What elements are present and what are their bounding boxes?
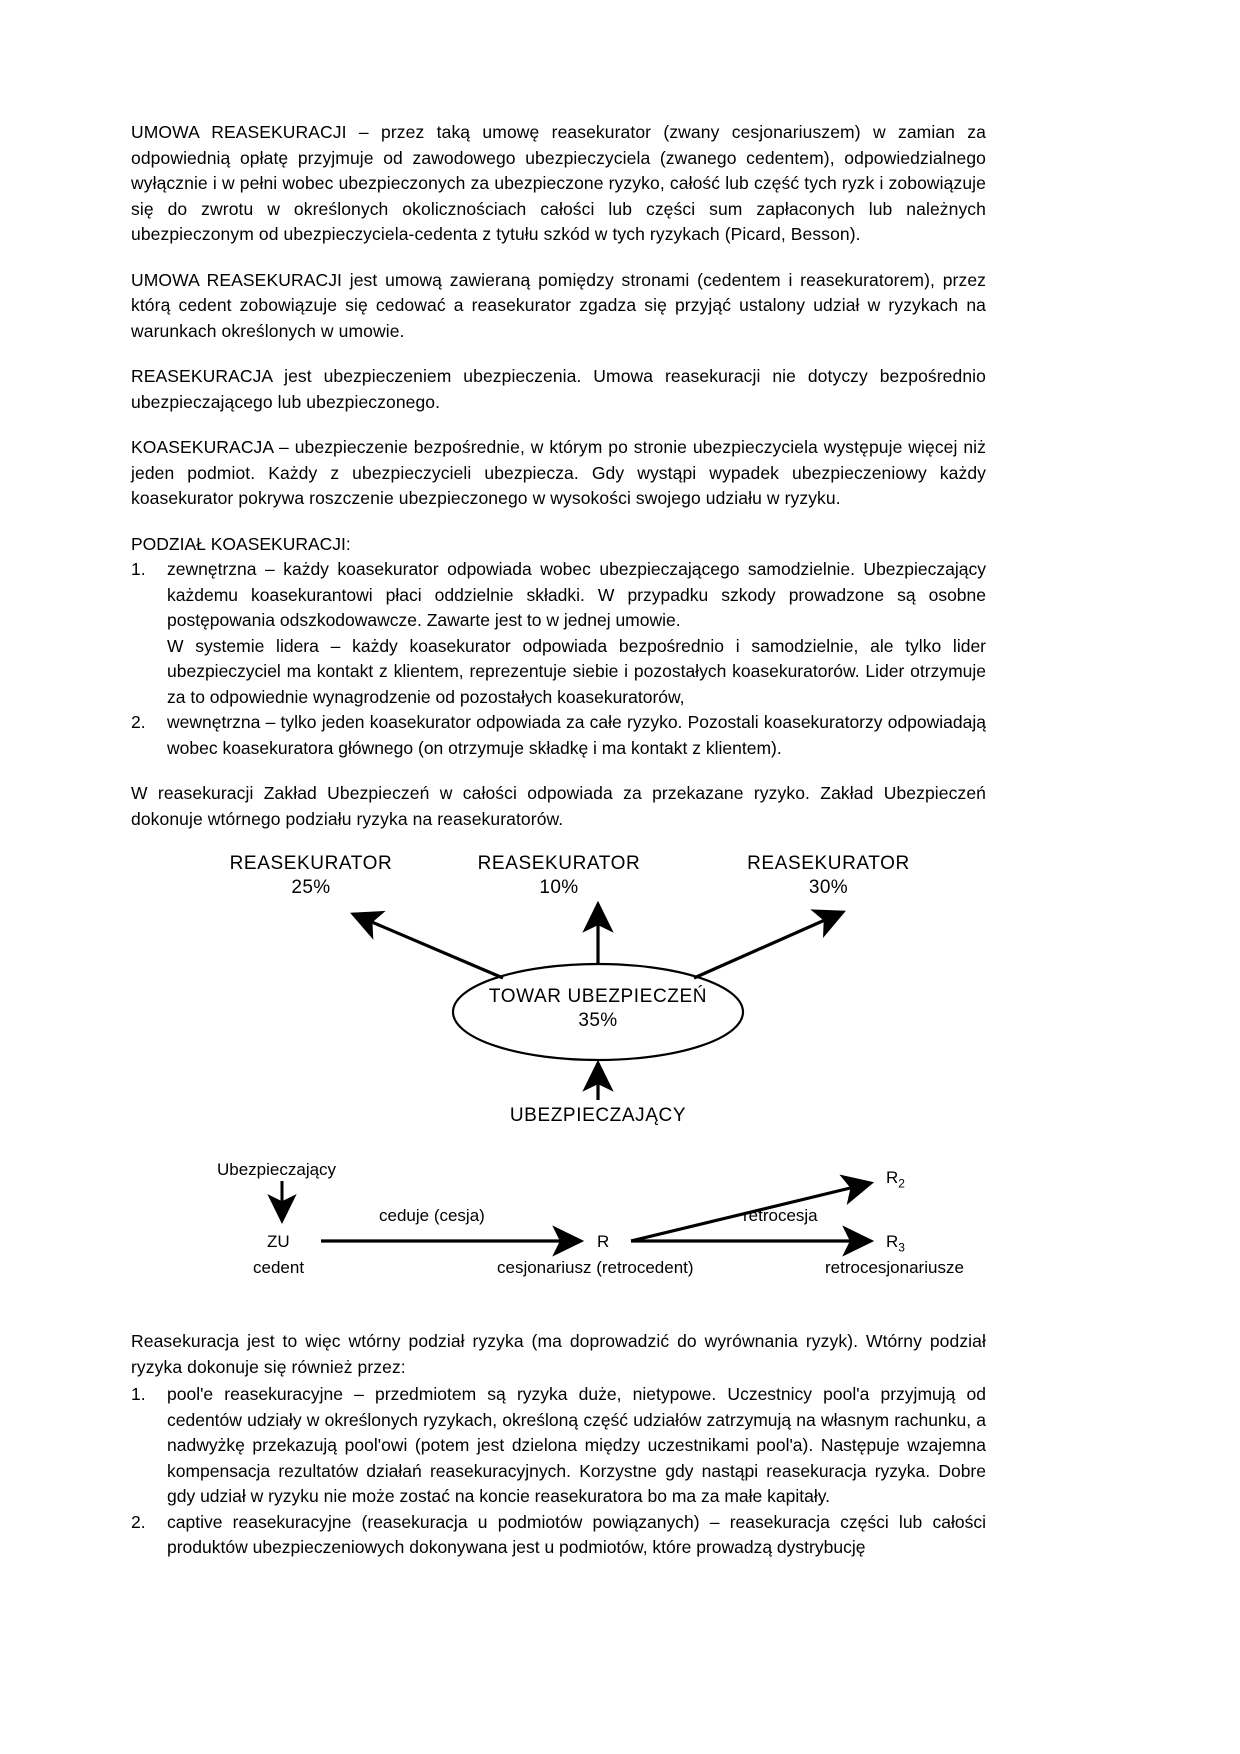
list-item (131, 1382, 986, 1510)
diagram1-node-title-3: REASEKURATOR (747, 853, 910, 874)
diagram1-node-percent-1: 25% (291, 877, 331, 898)
list-item (131, 710, 986, 761)
diagram2-node-r3-sub: retrocesjonariusze (825, 1258, 964, 1277)
list-item-text: wewnętrzna – tylko jeden koasekurator odpowiada za całe ryzyko. Pozostali koasekuratorzy odpowiadają wobec koasekuratora głównego (on otrzymuje składkę i ma kontakt z klientem). (167, 712, 986, 758)
list-item-number: 1. (131, 1384, 146, 1404)
diagram-retrocesja (131, 1159, 986, 1299)
diagram1-source-label: UBEZPIECZAJĄCY (509, 1105, 687, 1126)
list-item-number: 2. (131, 1511, 146, 1532)
diagram1-node-title-1: REASEKURATOR (229, 853, 393, 874)
diagram2-edge-label-ceduje: ceduje (cesja) (379, 1206, 485, 1225)
list-item (131, 1510, 986, 1561)
diagram1-node-label-1 (201, 852, 421, 900)
paragraph-reasekuracja: REASEKURACJA jest ubezpieczeniem ubezpieczenia. Umowa reasekuracji nie dotyczy bezpośrednio ubezpieczającego lub ubezpieczonego. (131, 366, 986, 412)
paragraph-reasekuracja-wtorny-podzial: Reasekuracja jest to więc wtórny podział ryzyka (ma doprowadzić do wyrównania ryzyk). Wtórny podział ryzyka dokonuje się również przez: (131, 1331, 986, 1377)
list-item-number: 2. (131, 712, 146, 732)
diagram2-node-r2-index: 2 (898, 1176, 905, 1191)
diagram1-arrow-left (353, 914, 503, 978)
diagram2-node-zu-sub: cedent (253, 1258, 305, 1277)
diagram2-node-r3 (886, 1231, 905, 1258)
list-item-number: 1. (131, 559, 146, 579)
diagram2-node-r2-letter: R (886, 1168, 899, 1187)
diagram2-node-r-sub: cesjonariusz (retrocedent) (497, 1258, 694, 1277)
list-item-text: captive reasekuracyjne (reasekuracja u podmiotów powiązanych) – reasekuracja części lub całości produktów ubezpieczeniowych dokonywana jest u podmiotów, które prowadzą dystrybucję (167, 1511, 986, 1557)
diagram1-node-label-2 (449, 852, 669, 900)
document-content (131, 120, 986, 1581)
diagram1-center-title: TOWAR UBEZPIECZEŃ (488, 986, 708, 1007)
list-item-text: pool'e reasekuracyjne – przedmiotem są ryzyka duże, nietypowe. Uczestnicy pool'a przyjmują od cedentów udziały w określonych ryzykach, określoną część udziałów zatrzymują na własnym rachunku, a nadwyżkę przekazują pool'owi (potem jest dzielona między uczestnikami pool'a). Następuje wzajemna kompensacja rezultatów działań reasekuracyjnych. Korzystne gdy nastąpi reasekuracja ryzyka. Dobre gdy udział w ryzyku nie może zostać na koncie reasekuratora bo ma za małe kapitały. (167, 1384, 986, 1506)
diagram2-node-r3-letter: R (886, 1232, 899, 1251)
diagram1-node-percent-3: 30% (808, 877, 849, 898)
heading-podzial-koasekuracji: PODZIAŁ KOASEKURACJI: (131, 533, 351, 554)
paragraph-koasekuracja: KOASEKURACJA – ubezpieczenie bezpośrednie, w którym po stronie ubezpieczyciela występuje więcej niż jeden podmiot. Każdy z ubezpieczycieli ubezpiecza. Gdy wystąpi wypadek ubezpieczeniowy każdy koasekurator pokrywa roszczenie ubezpieczonego w wysokości swojego udziału w ryzyku. (131, 437, 986, 508)
diagram2-node-zu: ZU (267, 1232, 290, 1251)
list-item-text: zewnętrzna – każdy koasekurator odpowiada wobec ubezpieczającego samodzielnie. Ubezpieczający każdemu koasekurantowi płaci oddzielnie składki. W przypadku szkody prowadzone są osobne postępowania odszkodowawcze. Zawarte jest to w jednej umowie. (167, 559, 986, 630)
list-item-text-secondary: W systemie lidera – każdy koasekurator odpowiada bezpośrednio i samodzielnie, ale tylko lider ubezpieczyciel ma kontakt z klientem, reprezentuje siebie i pozostałych koasekuratorów. Lider otrzymuje za to odpowiednie wynagrodzenie od pozostałych koasekuratorów, (167, 635, 986, 707)
diagram1-node-label-3 (711, 852, 946, 900)
diagram1-node-title-2: REASEKURATOR (477, 853, 641, 874)
diagram-reasekuratorzy (131, 852, 986, 1126)
diagram2-node-r: R (597, 1232, 610, 1251)
diagram1-arrow-right (694, 912, 843, 978)
diagram2-node-r2 (886, 1167, 905, 1194)
list-item (131, 557, 986, 710)
paragraph-w-reasekuracji: W reasekuracji Zakład Ubezpieczeń w całości odpowiada za przekazane ryzyko. Zakład Ubezpieczeń dokonuje wtórnego podziału ryzyka na reasekuratorów. (131, 783, 986, 829)
diagram1-center-label (483, 985, 713, 1033)
diagram2-label-ubezpieczajacy: Ubezpieczający (217, 1160, 337, 1179)
list-podzial-koasekuracji (131, 557, 986, 761)
diagram1-center-percent: 35% (578, 1010, 618, 1031)
paragraph-umowa-reasekuracji-strony: UMOWA REASEKURACJI jest umową zawieraną pomiędzy stronami (cedentem i reasekuratorem), przez którą cedent zobowiązuje się cedować a reasekurator zgadza się przyjąć ustalony udział w ryzykach na warunkach określonych w umowie. (131, 269, 986, 341)
paragraph-umowa-reasekuracji-definition: UMOWA REASEKURACJI – przez taką umowę reasekurator (zwany cesjonariuszem) w zamian za odpowiednią opłatę przyjmuje od zawodowego ubezpieczyciela (zwanego cedentem), odpowiedzialnego wyłącznie i w pełni wobec ubezpieczonych za ubezpieczone ryzyko, całość lub część tych ryzk i zobowiązuje się do zwrotu w określonych okolicznościach całości lub części sum zapłaconych lub należnych ubezpieczonym od ubezpieczyciela-cedenta z tytułu szkód w tych ryzykach (Picard, Besson). (131, 122, 986, 244)
diagram2-node-r3-index: 3 (898, 1240, 905, 1255)
diagram1-node-percent-2: 10% (539, 877, 579, 898)
list-podzial-ryzyka (131, 1382, 986, 1561)
diagram2-edge-label-retrocesja: retrocesja (743, 1206, 818, 1225)
